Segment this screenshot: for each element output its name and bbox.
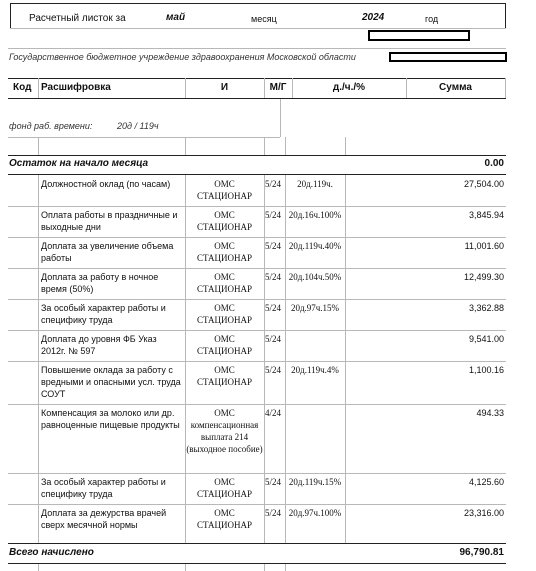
row-description: Доплата до уровня ФБ Указ 2012г. № 597 <box>41 334 157 356</box>
row-sum: 9,541.00 <box>468 334 504 344</box>
organization-name: Государственное бюджетное учреждение здравоохранения Московской области <box>9 52 356 62</box>
row-mg: 4/24 <box>265 408 282 418</box>
top-border <box>10 3 506 4</box>
row-col-divider <box>38 361 39 404</box>
row-days: 20д.104ч.50% <box>288 272 342 282</box>
next-row-div-1 <box>38 564 39 571</box>
row-days: 20д.119ч.40% <box>288 241 342 251</box>
row-col-divider <box>38 473 39 504</box>
row-col-divider <box>38 404 39 473</box>
row-sum: 12,499.30 <box>463 272 504 282</box>
row-col-divider <box>345 404 346 473</box>
row-source: ОМС компенсационная выплата 214 (выходное пособие) <box>186 408 263 454</box>
title-month: май <box>166 12 186 23</box>
row-sum: 3,362.88 <box>468 303 504 313</box>
row-source: ОМС СТАЦИОНАР <box>196 477 253 499</box>
row-mg: 5/24 <box>265 210 282 220</box>
org-top-line <box>8 48 506 49</box>
row-col-divider <box>345 206 346 237</box>
total-bottom <box>8 563 506 564</box>
title-year: 2024 <box>362 12 385 23</box>
row-col-divider <box>345 361 346 404</box>
row-source: ОМС СТАЦИОНАР <box>196 365 253 387</box>
row-source: ОМС СТАЦИОНАР <box>196 303 253 325</box>
next-row-div-2 <box>185 564 186 571</box>
row-col-divider <box>345 473 346 504</box>
row-col-divider <box>345 330 346 361</box>
year-label: год <box>425 14 439 24</box>
row-days: 20д.16ч.100% <box>288 210 342 220</box>
row-col-divider <box>38 504 39 543</box>
row-mg: 5/24 <box>265 477 282 487</box>
row-days: 20д.97ч.100% <box>288 508 342 518</box>
row-days: 20д.119ч.15% <box>288 477 342 487</box>
row-col-divider <box>345 268 346 299</box>
row-col-divider <box>345 175 346 206</box>
work-time-divider <box>8 137 280 138</box>
row-source: ОМС СТАЦИОНАР <box>196 508 253 530</box>
row-sum: 23,316.00 <box>463 508 504 518</box>
column-sum: Сумма <box>439 82 472 93</box>
row-col-divider <box>285 404 286 473</box>
row-source: ОМС СТАЦИОНАР <box>196 210 253 232</box>
row-col-divider <box>38 268 39 299</box>
header-divider <box>10 28 506 29</box>
row-source: ОМС СТАЦИОНАР <box>196 334 253 356</box>
row-days: 20д.97ч.15% <box>290 303 340 313</box>
row-sum: 494.33 <box>476 408 504 418</box>
redacted-org <box>389 52 507 62</box>
title-prefix: Расчетный листок за <box>29 13 126 24</box>
row-col-divider <box>345 299 346 330</box>
total-label: Всего начислено <box>9 547 94 558</box>
row-mg: 5/24 <box>265 303 282 313</box>
row-sum: 11,001.60 <box>464 241 504 251</box>
work-time-right <box>280 99 281 137</box>
row-description: Доплата за дежурства врачей сверх месячной нормы <box>41 508 167 530</box>
row-col-divider <box>38 175 39 206</box>
row-mg: 5/24 <box>265 272 282 282</box>
row-mg: 5/24 <box>265 241 282 251</box>
pre-balance-div-2 <box>185 137 186 155</box>
pre-balance-div-1 <box>38 137 39 155</box>
row-description: За особый характер работы и специфику труда <box>41 477 166 499</box>
row-description: Повышение оклада за работу с вредными и опасными усл. труда СОУТ <box>41 365 181 399</box>
row-description: Доплата за увеличение объема работы <box>41 241 174 263</box>
row-source: ОМС СТАЦИОНАР <box>196 241 253 263</box>
row-sum: 3,845.94 <box>468 210 504 220</box>
row-col-divider <box>345 504 346 543</box>
balance-top <box>8 155 506 156</box>
col-div-6 <box>505 78 506 98</box>
left-border <box>10 3 11 29</box>
row-col-divider <box>285 330 286 361</box>
total-value: 96,790.81 <box>459 547 504 558</box>
col-div-1 <box>38 78 39 98</box>
work-time-value: 20д / 119ч <box>117 121 159 131</box>
row-mg: 5/24 <box>265 365 282 375</box>
row-description: Доплата за работу в ночное время (50%) <box>41 272 159 294</box>
row-days: 20д.119ч. <box>297 179 333 189</box>
opening-balance-label: Остаток на начало месяца <box>9 158 149 169</box>
row-mg: 5/24 <box>265 508 282 518</box>
opening-balance-value: 0.00 <box>484 158 504 169</box>
row-source: ОМС СТАЦИОНАР <box>196 272 253 294</box>
row-description: Компенсация за молоко или др. равноценные пищевые продукты <box>41 408 180 430</box>
total-top <box>8 543 506 544</box>
row-description: Должностной оклад (по часам) <box>41 179 171 189</box>
redacted-field <box>368 30 470 41</box>
pre-balance-div-3 <box>264 137 265 155</box>
row-description: За особый характер работы и специфику труда <box>41 303 166 325</box>
column-source: И <box>220 82 229 93</box>
row-sum: 1,100.16 <box>468 365 504 375</box>
row-sum: 27,504.00 <box>463 179 504 189</box>
column-days: д./ч./% <box>332 82 366 93</box>
pre-balance-div-5 <box>345 137 346 155</box>
next-row-div-3 <box>264 564 265 571</box>
row-col-divider <box>38 299 39 330</box>
column-header-bottom <box>8 98 506 99</box>
row-mg: 5/24 <box>265 179 282 189</box>
column-header-top <box>8 78 506 79</box>
column-code: Код <box>13 82 32 93</box>
row-days: 20д.119ч.4% <box>291 365 339 375</box>
next-row-div-4 <box>285 564 286 571</box>
column-mg: М/Г <box>269 82 287 93</box>
pre-balance-div-4 <box>285 137 286 155</box>
row-col-divider <box>38 237 39 268</box>
row-col-divider <box>38 206 39 237</box>
row-col-divider <box>38 330 39 361</box>
work-time-label: фонд раб. времени: <box>9 121 93 131</box>
column-description: Расшифровка <box>41 82 111 93</box>
row-col-divider <box>345 237 346 268</box>
row-sum: 4,125.60 <box>468 477 504 487</box>
row-source: ОМС СТАЦИОНАР <box>196 179 253 201</box>
row-mg: 5/24 <box>265 334 282 344</box>
month-label: месяц <box>251 14 277 24</box>
row-description: Оплата работы в праздничные и выходные дни <box>41 210 178 232</box>
right-border <box>505 3 506 29</box>
